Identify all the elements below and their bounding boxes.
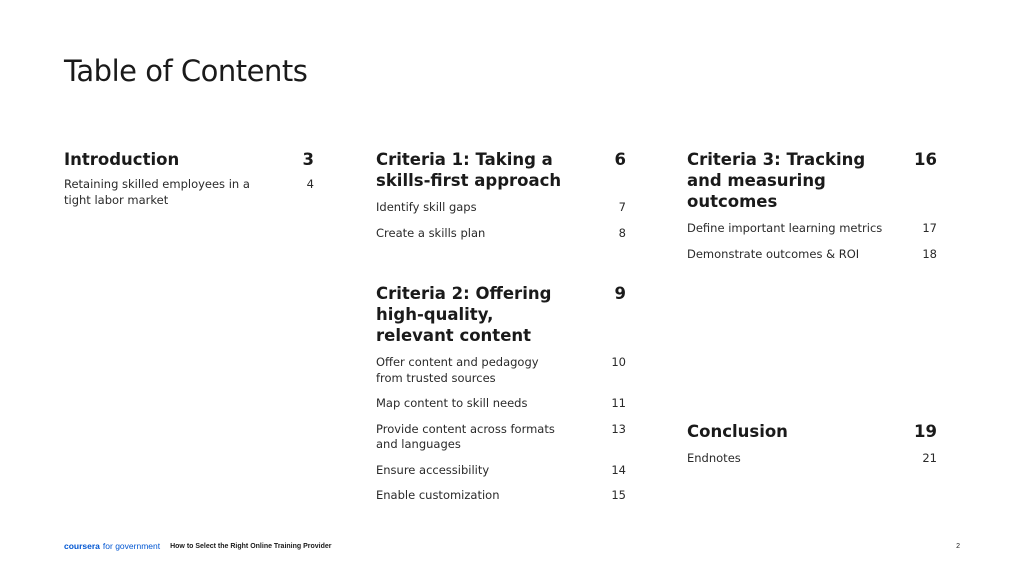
toc-entry[interactable] (687, 221, 937, 237)
entry-page-number: 10 (611, 355, 626, 369)
logo-brand: coursera (64, 541, 100, 551)
toc-section-conclusion (687, 421, 937, 467)
entry-page-number: 13 (611, 421, 626, 436)
toc-entry[interactable] (376, 422, 626, 453)
entry-page-number: 15 (611, 488, 626, 502)
toc-section-heading[interactable] (64, 149, 314, 170)
entry-label: Identify skill gaps (376, 200, 477, 214)
toc-section-heading[interactable] (687, 149, 937, 212)
entry-page-number: 7 (618, 200, 626, 214)
entry-page-number: 4 (306, 177, 314, 191)
section-title: Conclusion (687, 422, 788, 441)
section-title: Introduction (64, 150, 180, 169)
entry-label: Retaining skilled employees in a tight labor market (64, 177, 250, 207)
entry-page-number: 11 (611, 396, 626, 410)
section-title: Criteria 2: Offering high-quality, relevant content (376, 284, 552, 345)
section-page-number: 16 (914, 150, 937, 169)
section-title: Criteria 1: Taking a skills-first approach (376, 150, 562, 190)
entry-page-number: 21 (922, 451, 937, 465)
toc-section-criteria-2 (376, 283, 626, 504)
toc-entry[interactable] (64, 177, 314, 208)
toc-entry[interactable] (376, 488, 626, 504)
page-footer (64, 540, 960, 552)
entry-label: Ensure accessibility (376, 462, 490, 477)
toc-entry[interactable] (687, 451, 937, 467)
toc-section-criteria-1 (376, 149, 626, 241)
entry-page-number: 14 (611, 462, 626, 477)
entry-page-number: 8 (618, 225, 626, 240)
toc-entry[interactable] (376, 355, 626, 386)
section-page-number: 3 (302, 150, 314, 169)
entry-label: Map content to skill needs (376, 396, 528, 410)
entry-page-number: 18 (922, 246, 937, 261)
entry-label: Create a skills plan (376, 225, 486, 240)
entry-page-number: 17 (922, 221, 937, 235)
entry-label: Offer content and pedagogy from trusted sources (376, 355, 539, 385)
toc-entry[interactable] (376, 463, 626, 479)
entry-label: Endnotes (687, 451, 741, 465)
toc-entry[interactable] (376, 226, 626, 242)
section-page-number: 9 (614, 284, 626, 303)
entry-label: Demonstrate outcomes & ROI (687, 246, 860, 261)
toc-section-heading[interactable] (687, 421, 937, 442)
page-title: Table of Contents (64, 54, 308, 88)
toc-section-criteria-3 (687, 149, 937, 262)
document-title: How to Select the Right Online Training Provider (170, 542, 332, 550)
section-page-number: 6 (614, 150, 626, 169)
toc-section-introduction (64, 149, 314, 208)
entry-label: Enable customization (376, 488, 500, 502)
toc-section-heading[interactable] (376, 283, 626, 346)
section-page-number: 19 (914, 422, 937, 441)
section-title: Criteria 3: Tracking and measuring outcomes (687, 150, 866, 211)
toc-entry[interactable] (376, 396, 626, 412)
coursera-logo (64, 541, 160, 551)
toc-section-heading[interactable] (376, 149, 626, 191)
toc-entry[interactable] (687, 247, 937, 263)
entry-label: Define important learning metrics (687, 221, 883, 235)
page-number: 2 (956, 542, 960, 550)
toc-entry[interactable] (376, 200, 626, 216)
logo-suffix: for government (102, 541, 161, 551)
entry-label: Provide content across formats and languages (376, 421, 555, 451)
